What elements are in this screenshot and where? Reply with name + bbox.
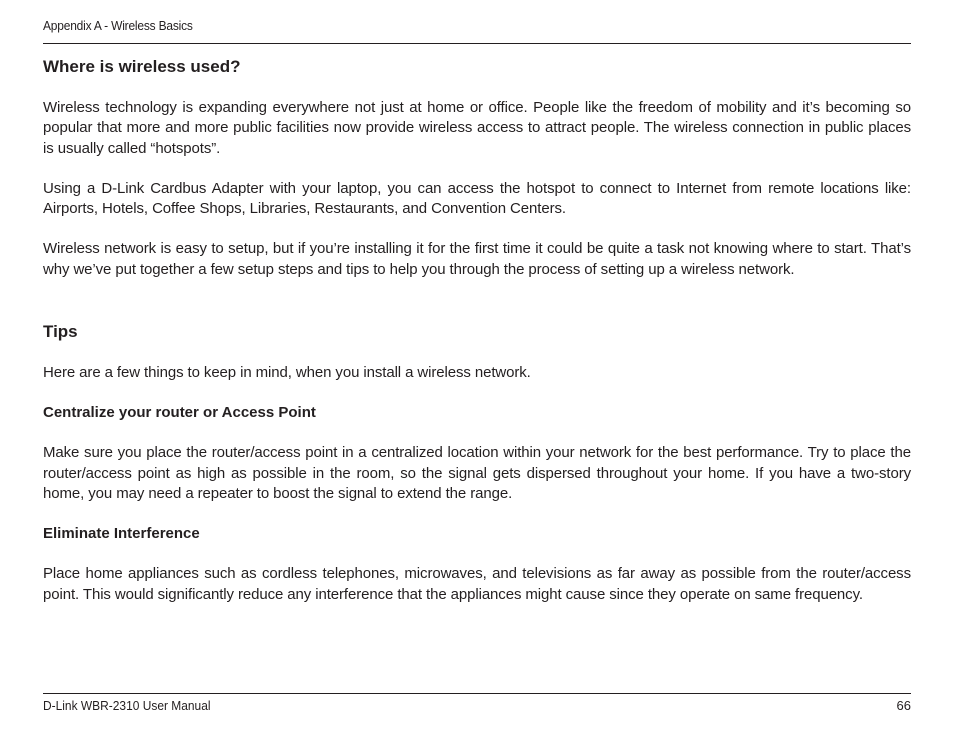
section-heading-where-used: Where is wireless used? bbox=[43, 57, 241, 76]
footer-manual-title: D-Link WBR-2310 User Manual bbox=[43, 698, 211, 713]
running-head: Appendix A - Wireless Basics bbox=[43, 18, 193, 33]
subheading-centralize: Centralize your router or Access Point bbox=[43, 404, 316, 422]
header-rule bbox=[43, 43, 911, 44]
paragraph-setup-intro: Wireless network is easy to setup, but if you’re installing it for the first time it could be quite a task not knowing where to start. That’s why we’ve put together a few setup steps and tips to help you through the process of setting up a wireless network. bbox=[43, 240, 911, 278]
section-heading-tips: Tips bbox=[43, 322, 78, 342]
footer-rule bbox=[43, 693, 911, 694]
paragraph-wireless-expanding: Wireless technology is expanding everywhere not just at home or office. People like the freedom of mobility and it’s becoming so popular that more and more public facilities now provide wireless access to attract people. The wireless connection in public places is usually called “hotspots”. bbox=[43, 99, 911, 157]
subheading-interference: Eliminate Interference bbox=[43, 525, 200, 543]
page-content bbox=[43, 57, 911, 605]
paragraph-hotspot-access: Using a D-Link Cardbus Adapter with your laptop, you can access the hotspot to connect to Internet from remote locations like: Airports, Hotels, Coffee Shops, Libraries, Restaurants, and Convention Centers. bbox=[43, 179, 911, 218]
paragraph-tips-intro: Here are a few things to keep in mind, when you install a wireless network. bbox=[43, 364, 531, 382]
footer-page-number: 66 bbox=[896, 698, 911, 713]
paragraph-centralize: Make sure you place the router/access point in a centralized location within your network for the best performance. Try to place the router/access point as high as possible in the room, so the signal gets dispersed throughout your home. If you have a two-story home, you may need a repeater to boost the signal to extend the range. bbox=[43, 444, 911, 502]
paragraph-interference: Place home appliances such as cordless telephones, microwaves, and televisions as far away as possible from the router/access point. This would significantly reduce any interference that the appliances might cause since they operate on same frequency. bbox=[43, 565, 911, 603]
